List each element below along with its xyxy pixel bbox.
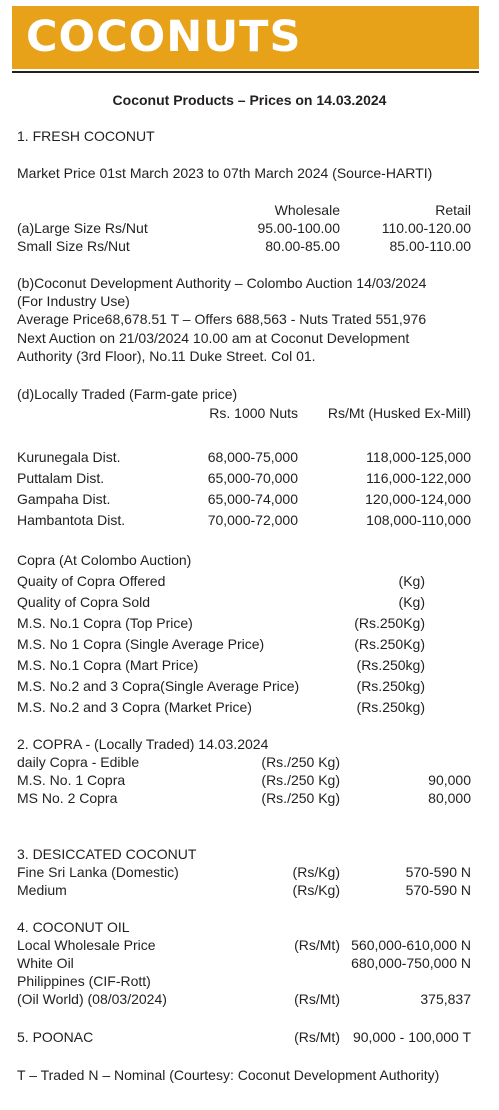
copra-local-label: daily Copra - Edible <box>17 754 140 770</box>
section-fresh-title: 1. FRESH COCONUT <box>17 128 155 144</box>
desiccated-unit: (Rs/Kg) <box>292 882 340 898</box>
poonac-price: 90,000 - 100,000 T <box>352 1029 471 1045</box>
section-copra-title: 2. COPRA - (Locally Traded) 14.03.2024 <box>17 736 269 752</box>
poonac-unit: (Rs/Mt) <box>294 1029 340 1045</box>
section-desiccated-title: 3. DESICCATED COCONUT <box>17 846 197 862</box>
district-nuts: 65,000-70,000 <box>207 470 298 486</box>
desiccated-price: 570-590 N <box>405 882 471 898</box>
copra-row-label: M.S. No.2 and 3 Copra (Market Price) <box>17 699 252 715</box>
footer-note: T – Traded N – Nominal (Courtesy: Coconut Development Authority) <box>17 1067 440 1083</box>
retail-value: 85.00-110.00 <box>389 238 471 254</box>
copra-local-unit: (Rs./250 Kg) <box>261 790 340 806</box>
section-poonac-title: 5. POONAC <box>17 1029 94 1045</box>
banner-divider <box>12 71 479 73</box>
copra-row-unit: (Rs.250Kg) <box>354 636 425 652</box>
copra-row-label: Quality of Copra Sold <box>17 594 151 610</box>
district-husked: 120,000-124,000 <box>365 491 471 507</box>
copra-local-price: 90,000 <box>428 772 471 788</box>
copra-row-label: M.S. No.1 Copra (Mart Price) <box>17 657 199 673</box>
desiccated-price: 570-590 N <box>405 864 471 880</box>
col-husked: Rs/Mt (Husked Ex-Mill) <box>327 405 471 421</box>
copra-row-unit: (Rs.250kg) <box>356 678 425 694</box>
wholesale-value: 80.00-85.00 <box>265 238 340 254</box>
oil-white-price: 680,000-750,000 N <box>351 955 471 971</box>
desiccated-unit: (Rs/Kg) <box>292 864 340 880</box>
local-traded-title: (d)Locally Traded (Farm-gate price) <box>17 386 238 402</box>
auction-line: Authority (3rd Floor), No.11 Duke Street. Col 01. <box>17 348 316 364</box>
copra-row-label: M.S. No.2 and 3 Copra(Single Average Price) <box>17 678 300 694</box>
oil-local-label: Local Wholesale Price <box>17 937 156 953</box>
desiccated-label: Medium <box>17 882 67 898</box>
district-name: Puttalam Dist. <box>17 470 105 486</box>
copra-local-price: 80,000 <box>428 790 471 806</box>
copra-row-unit: (Kg) <box>398 573 425 589</box>
oil-world-label: (Oil World) (08/03/2024) <box>17 991 167 1007</box>
section-oil-title: 4. COCONUT OIL <box>17 919 130 935</box>
district-nuts: 70,000-72,000 <box>207 512 298 528</box>
oil-white-label: White Oil <box>17 955 74 971</box>
col-nuts: Rs. 1000 Nuts <box>209 405 298 421</box>
row-label: (a)Large Size Rs/Nut <box>17 220 148 236</box>
auction-line: Average Price68,678.51 T – Offers 688,563 - Nuts Trated 551,976 <box>17 311 427 327</box>
market-price-line: Market Price 01st March 2023 to 07th March 2024 (Source-HARTI) <box>17 165 433 181</box>
copra-row-label: Quaity of Copra Offered <box>17 573 166 589</box>
auction-line: (b)Coconut Development Authority – Colombo Auction 14/03/2024 <box>17 275 427 291</box>
copra-auction-title: Copra (At Colombo Auction) <box>17 552 192 568</box>
district-husked: 116,000-122,000 <box>366 470 471 486</box>
banner-title: COCONUTS <box>26 12 302 62</box>
district-name: Gampaha Dist. <box>17 491 111 507</box>
district-name: Kurunegala Dist. <box>17 449 121 465</box>
oil-world-unit: (Rs/Mt) <box>294 991 340 1007</box>
row-label: Small Size Rs/Nut <box>17 238 130 254</box>
copra-local-label: MS No. 2 Copra <box>17 790 118 806</box>
district-nuts: 68,000-75,000 <box>207 449 298 465</box>
auction-line: Next Auction on 21/03/2024 10.00 am at Coconut Development <box>17 330 410 346</box>
copra-local-unit: (Rs./250 Kg) <box>261 754 340 770</box>
retail-value: 110.00-120.00 <box>381 220 471 236</box>
col-retail: Retail <box>435 202 471 218</box>
copra-row-unit: (Rs.250Kg) <box>354 615 425 631</box>
district-husked: 108,000-110,000 <box>366 512 471 528</box>
copra-row-unit: (Kg) <box>398 594 425 610</box>
district-nuts: 65,000-74,000 <box>207 491 298 507</box>
page-heading: Coconut Products – Prices on 14.03.2024 <box>112 92 387 108</box>
desiccated-label: Fine Sri Lanka (Domestic) <box>17 864 179 880</box>
oil-local-unit: (Rs/Mt) <box>294 937 340 953</box>
wholesale-value: 95.00-100.00 <box>257 220 340 236</box>
copra-row-label: M.S. No.1 Copra (Top Price) <box>17 615 193 631</box>
auction-line: (For Industry Use) <box>17 293 130 309</box>
copra-row-unit: (Rs.250kg) <box>356 699 425 715</box>
oil-world-price: 375,837 <box>420 991 471 1007</box>
oil-philippines-label: Philippines (CIF-Rott) <box>17 973 151 989</box>
district-name: Hambantota Dist. <box>17 512 126 528</box>
col-wholesale: Wholesale <box>274 202 340 218</box>
district-husked: 118,000-125,000 <box>366 449 471 465</box>
copra-local-label: M.S. No. 1 Copra <box>17 772 126 788</box>
copra-row-unit: (Rs.250kg) <box>356 657 425 673</box>
copra-row-label: M.S. No 1 Copra (Single Average Price) <box>17 636 265 652</box>
copra-local-unit: (Rs./250 Kg) <box>261 772 340 788</box>
oil-local-price: 560,000-610,000 N <box>351 937 471 953</box>
